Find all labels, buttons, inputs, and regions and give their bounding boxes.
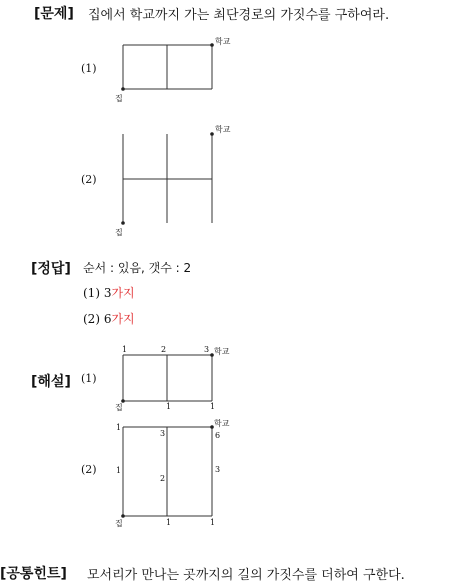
- path-count: 2: [160, 474, 166, 483]
- answer-item-1: [83, 284, 135, 301]
- answer-item-value: 6: [103, 312, 112, 326]
- answer-item-unit: 가지: [111, 286, 135, 300]
- answer-item-value: 3: [103, 286, 112, 300]
- explanation-item-2: (2): [81, 463, 97, 476]
- hint-text: 모서리가 만나는 곳까지의 길의 가짓수를 더하여 구한다.: [87, 568, 405, 583]
- school-label-1: 학교: [215, 37, 231, 46]
- home-label-3: 집: [115, 403, 123, 412]
- school-label-2: 학교: [215, 125, 231, 134]
- path-count: 1: [210, 518, 216, 527]
- path-count: 1: [166, 518, 172, 527]
- path-count: 1: [116, 466, 122, 475]
- path-count: 3: [204, 345, 210, 354]
- answer-meta: 순서 : 있음, 갯수 : 2: [83, 261, 192, 275]
- problem-item-2: (2): [81, 173, 97, 186]
- path-count: 1: [116, 423, 122, 432]
- school-label-3: 학교: [214, 347, 230, 356]
- problem-item-1: (1): [81, 62, 97, 75]
- path-count: 1: [210, 402, 216, 411]
- path-count: 1: [122, 345, 128, 354]
- problem-tag: [문제]: [34, 6, 74, 22]
- answer-item-number: (2): [83, 312, 100, 326]
- grid-diagram-2: [110, 125, 245, 235]
- home-label-2: 집: [115, 228, 123, 237]
- path-count: 1: [166, 402, 172, 411]
- solution-grid-2: [110, 418, 245, 530]
- path-count: 6: [215, 431, 221, 440]
- answer-tag: [정답]: [31, 261, 71, 277]
- school-label-4: 학교: [214, 419, 230, 428]
- answer-item-number: (1): [83, 286, 100, 300]
- path-count: 2: [161, 345, 167, 354]
- solution-grid-1: [110, 346, 245, 421]
- answer-item-2: [83, 310, 135, 327]
- explanation-tag: [해설]: [31, 374, 71, 390]
- home-label-4: 집: [115, 519, 123, 528]
- explanation-item-1: (1): [81, 372, 97, 385]
- problem-question: 집에서 학교까지 가는 최단경로의 가짓수를 구하여라.: [88, 8, 390, 23]
- hint-tag: [공통힌트]: [0, 566, 67, 582]
- path-count: 3: [215, 465, 221, 474]
- home-label-1: 집: [115, 94, 123, 103]
- answer-item-unit: 가지: [111, 312, 135, 326]
- path-count: 3: [160, 429, 166, 438]
